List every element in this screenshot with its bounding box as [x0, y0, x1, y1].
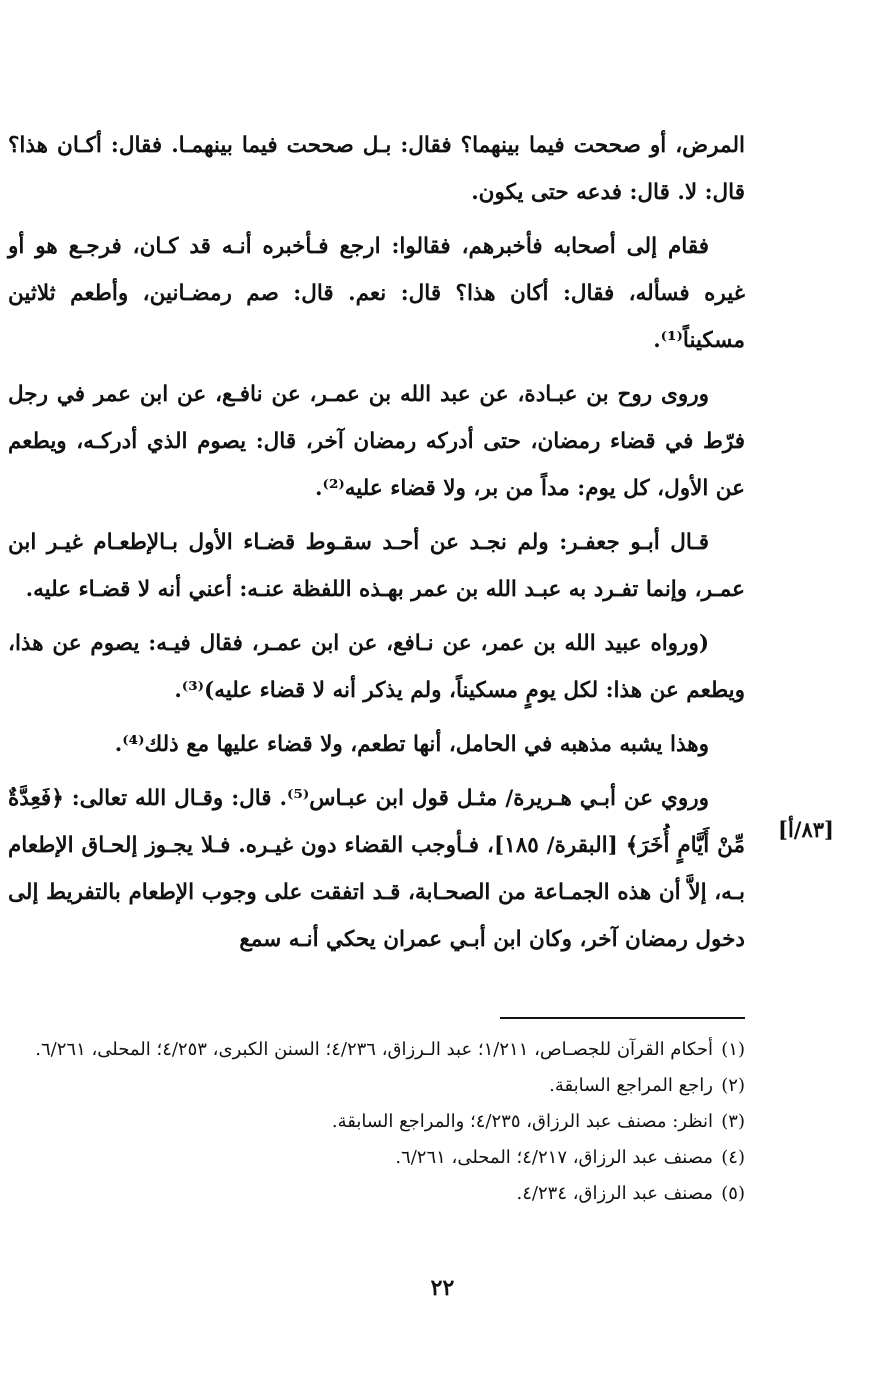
paragraph-4: قـال أبـو جعفـر: ولم نجـد عن أحـد سقـوط قضـاء الأول بـالإطعـام غيـر ابن عمـر، وإنما تفـرد به عبـد الله بن عمر بهـذه اللفظة عنـه: أعني أنه لا قضـاء عليه.: [8, 530, 745, 602]
footnote: [8, 1142, 745, 1174]
paragraph-6: وهذا يشبه مذهبه في الحامل، أنها تطعم، ولا قضاء عليها مع ذلك⁽⁴⁾.: [114, 732, 709, 757]
paragraph-1: المرض، أو صححت فيما بينهما؟ فقال: بـل صححت فيما بينهمـا. فقال: أكـان هذا؟ قال: لا. قال: فدعه حتى يكون.: [8, 133, 745, 205]
footnotes: [8, 1034, 745, 1214]
footnote-text: أحكام القرآن للجصـاص، ١/٢١١؛ عبد الـرزاق، ٤/٢٣٦؛ السنن الكبرى، ٤/٢٥٣؛ المحلى، ٦/٢٦١.: [35, 1039, 713, 1060]
folio-marker: [٨٣/أ]: [778, 817, 834, 842]
footnote-number: (٥): [721, 1183, 745, 1204]
footnote: [8, 1034, 745, 1066]
paragraph-7: وروي عن أبـي هـريرة/ مثـل قول ابن عبـاس⁽⁵⁾. قال: وقـال الله تعالى: ﴿فَعِدَّةٌ مِّنْ أَيَّامٍ أُخَرَ﴾ [البقرة/ ١٨٥]، فـأوجب القضاء دون غيـره. فـلا يجـوز إلحـاق الإطعام بـه، إلاَّ أن هذه الجمـاعة من الصحـابة، قـد اتفقت على وجوب الإطعام بالتفريط إلى دخول رمضان آخر، وكان ابن أبـي عمران يحكي أنـه سمع: [8, 786, 745, 952]
paragraph-3: وروى روح بن عبـادة، عن عبد الله بن عمـر، عن نافـع، عن ابن عمر في رجل فرّط في قضاء رمضان، حتى أدركه رمضان آخر، قال: يصوم الذي أدركـه، ويطعم عن الأول، كل يوم: مداً من بر، ولا قضاء عليه⁽²⁾.: [8, 382, 745, 501]
footnote-number: (٣): [721, 1111, 745, 1132]
footnote-number: (٢): [721, 1075, 745, 1096]
paragraph-5: (ورواه عبيد الله بن عمر، عن نـافع، عن ابن عمـر، فقال فيـه: يصوم عن هذا، ويطعم عن هذا: لكل يومٍ مسكيناً، ولم يذكر أنه لا قضاء عليه)⁽³⁾.: [8, 631, 745, 703]
paragraph-2: فقام إلى أصحابه فأخبرهم، فقالوا: ارجع فـأخبره أنـه قد كـان، فرجـع هو أو غيره فسأله، فقال: أكان هذا؟ قال: نعم. قال: صم رمضـانين، وأطعم ثلاثين مسكيناً⁽¹⁾.: [8, 234, 745, 353]
footnote-text: مصنف عبد الرزاق، ٤/٢٣٤.: [516, 1183, 713, 1204]
footnote: [8, 1106, 745, 1138]
page-number: ٢٢: [430, 1275, 455, 1301]
main-text: [8, 122, 745, 970]
footnote: [8, 1070, 745, 1102]
footnote-number: (٤): [721, 1147, 745, 1168]
footnote: [8, 1178, 745, 1210]
footnote-text: راجع المراجع السابقة.: [549, 1075, 713, 1096]
footnote-separator: [500, 1017, 745, 1019]
footnote-number: (١): [721, 1039, 745, 1060]
footnote-text: انظر: مصنف عبد الرزاق، ٤/٢٣٥؛ والمراجع السابقة.: [331, 1111, 713, 1132]
footnote-text: مصنف عبد الرزاق، ٤/٢١٧؛ المحلى، ٦/٢٦١.: [395, 1147, 713, 1168]
